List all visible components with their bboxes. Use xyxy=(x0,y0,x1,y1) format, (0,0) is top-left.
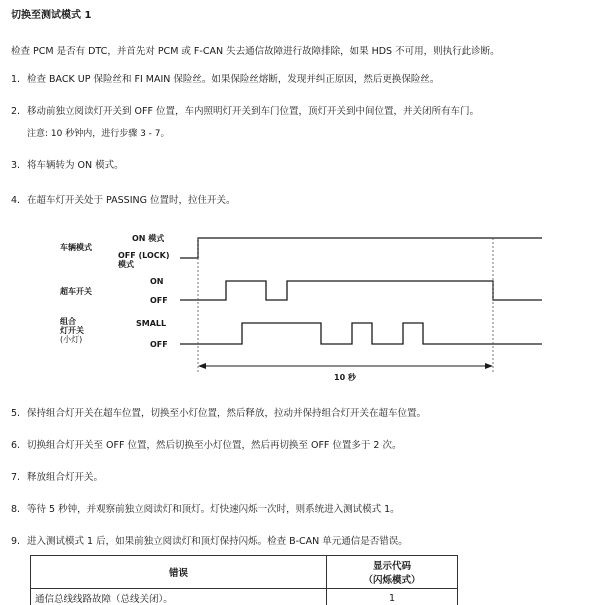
step-number: 6. xyxy=(11,440,21,451)
vehicle-mode-off-label-2: 模式 xyxy=(118,260,134,269)
row-label-vehicle-mode: 车辆模式 xyxy=(60,243,92,252)
header-display-code-line1: 显示代码 xyxy=(372,561,411,572)
step-text: 切换组合灯开关至 OFF 位置，然后切换至小灯位置，然后再切换至 OFF 位置多于 2 次。 xyxy=(27,440,402,451)
step-5 xyxy=(11,405,426,419)
header-display-code-line2: （闪烁模式） xyxy=(363,575,421,586)
step-text: 在超车灯开关处于 PASSING 位置时，拉住开关。 xyxy=(27,195,236,206)
arrow-head-left xyxy=(198,363,206,369)
table-row xyxy=(31,589,458,605)
note-text: 注意: 10 秒钟内，进行步骤 3 - 7。 xyxy=(27,129,170,139)
passing-switch-off-label: OFF xyxy=(150,296,168,305)
combo-switch-small-label: SMALL xyxy=(136,319,167,328)
table-header-row xyxy=(31,556,458,589)
step-number: 7. xyxy=(11,472,21,483)
row-label-combo-switch-3: (小灯) xyxy=(60,335,83,344)
step-number: 9. xyxy=(11,536,21,547)
step-text: 将车辆转为 ON 模式。 xyxy=(27,160,124,171)
header-display-code xyxy=(327,556,458,589)
row-label-combo-switch: 组合 xyxy=(60,317,76,326)
step-number: 8. xyxy=(11,504,21,515)
step-6 xyxy=(11,437,401,451)
step-text: 移动前独立阅读灯开关到 OFF 位置，车内照明灯开关到车门位置，顶灯开关到中间位置，并关闭所有车门。 xyxy=(27,106,479,117)
cell-error: 通信总线线路故障（总线关闭）。 xyxy=(31,589,327,605)
cell-code: 1 xyxy=(327,589,458,605)
duration-label: 10 秒 xyxy=(334,373,356,382)
arrow-head-right xyxy=(485,363,493,369)
page-title: 切换至测试模式 1 xyxy=(11,10,92,21)
step-number: 5. xyxy=(11,408,21,419)
step-number: 3. xyxy=(11,160,21,171)
step-9 xyxy=(11,533,408,547)
header-error: 错误 xyxy=(31,556,327,589)
vehicle-mode-on-label: ON 模式 xyxy=(132,234,165,243)
step-number: 4. xyxy=(11,195,21,206)
combo-switch-off-label: OFF xyxy=(150,340,168,349)
row-label-combo-switch-2: 灯开关 xyxy=(60,326,84,335)
error-code-table xyxy=(30,555,458,605)
step-text: 等待 5 秒钟，并观察前独立阅读灯和顶灯。灯快速闪烁一次时，则系统进入测试模式 1。 xyxy=(27,504,400,515)
step-text: 进入测试模式 1 后，如果前独立阅读灯和顶灯保持闪烁。检查 B-CAN 单元通信是否错误。 xyxy=(27,536,408,547)
step-number: 1. xyxy=(11,74,21,85)
step-number: 2. xyxy=(11,106,21,117)
combo-switch-signal xyxy=(180,323,542,344)
step-8 xyxy=(11,501,400,515)
passing-switch-on-label: ON xyxy=(150,277,164,286)
row-label-passing-switch: 超车开关 xyxy=(60,287,92,296)
step-7 xyxy=(11,469,103,483)
vehicle-mode-off-label: OFF (LOCK) xyxy=(118,251,170,260)
intro-paragraph: 检查 PCM 是否有 DTC，并首先对 PCM 或 F-CAN 失去通信故障进行故障排除，如果 HDS 不可用，则执行此诊断。 xyxy=(11,46,500,57)
step-text: 释放组合灯开关。 xyxy=(27,472,104,483)
passing-switch-signal xyxy=(180,281,542,300)
step-text: 检查 BACK UP 保险丝和 FI MAIN 保险丝。如果保险丝熔断，发现并纠正原因，然后更换保险丝。 xyxy=(27,74,440,85)
step-text: 保持组合灯开关在超车位置，切换至小灯位置，然后释放，拉动并保持组合灯开关在超车位置。 xyxy=(27,408,427,419)
vehicle-mode-signal xyxy=(180,238,542,258)
